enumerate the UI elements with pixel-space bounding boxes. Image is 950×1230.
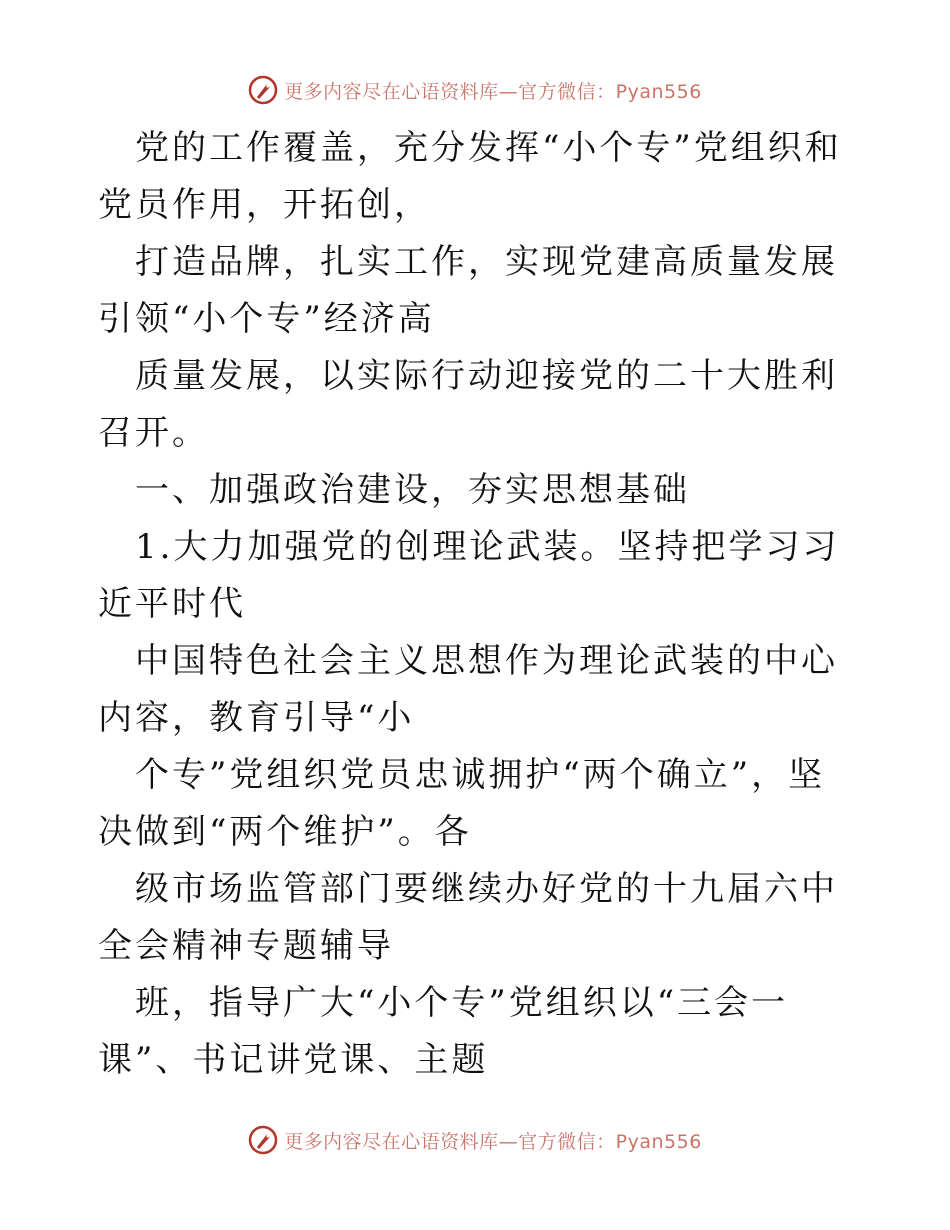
paragraph: 班，指导广大“小个专”党组织以“三会一课”、书记讲党课、主题 <box>98 983 789 1080</box>
paragraph: 中国特色社会主义思想作为理论武装的中心内容，教育引导“小 <box>98 641 838 738</box>
paragraph: 打造品牌，扎实工作，实现党建高质量发展引领“小个专”经济高 <box>98 242 838 339</box>
section-heading: 一、加强政治建设，夯实思想基础 <box>135 470 690 510</box>
paragraph: 质量发展，以实际行动迎接党的二十大胜利召开。 <box>98 356 838 453</box>
pen-nib-logo-icon <box>248 1125 278 1155</box>
footer-watermark <box>0 1120 950 1160</box>
paragraph: 党的工作覆盖，充分发挥“小个专”党组织和党员作用，开拓创， <box>98 128 842 225</box>
pen-nib-logo-icon <box>248 75 278 105</box>
watermark-text: 更多内容尽在心语资料库—官方微信：Pyan556 <box>284 1130 702 1153</box>
paragraph: 级市场监管部门要继续办好党的十九届六中全会精神专题辅导 <box>98 869 838 966</box>
paragraph: 个专”党组织党员忠诚拥护“两个确立”，坚决做到“两个维护”。各 <box>98 755 826 852</box>
header-watermark <box>0 70 950 110</box>
watermark-text: 更多内容尽在心语资料库—官方微信：Pyan556 <box>284 80 702 103</box>
document-body <box>98 120 858 1089</box>
paragraph: 1.大力加强党的创理论武装。坚持把学习习近平时代 <box>98 527 840 624</box>
